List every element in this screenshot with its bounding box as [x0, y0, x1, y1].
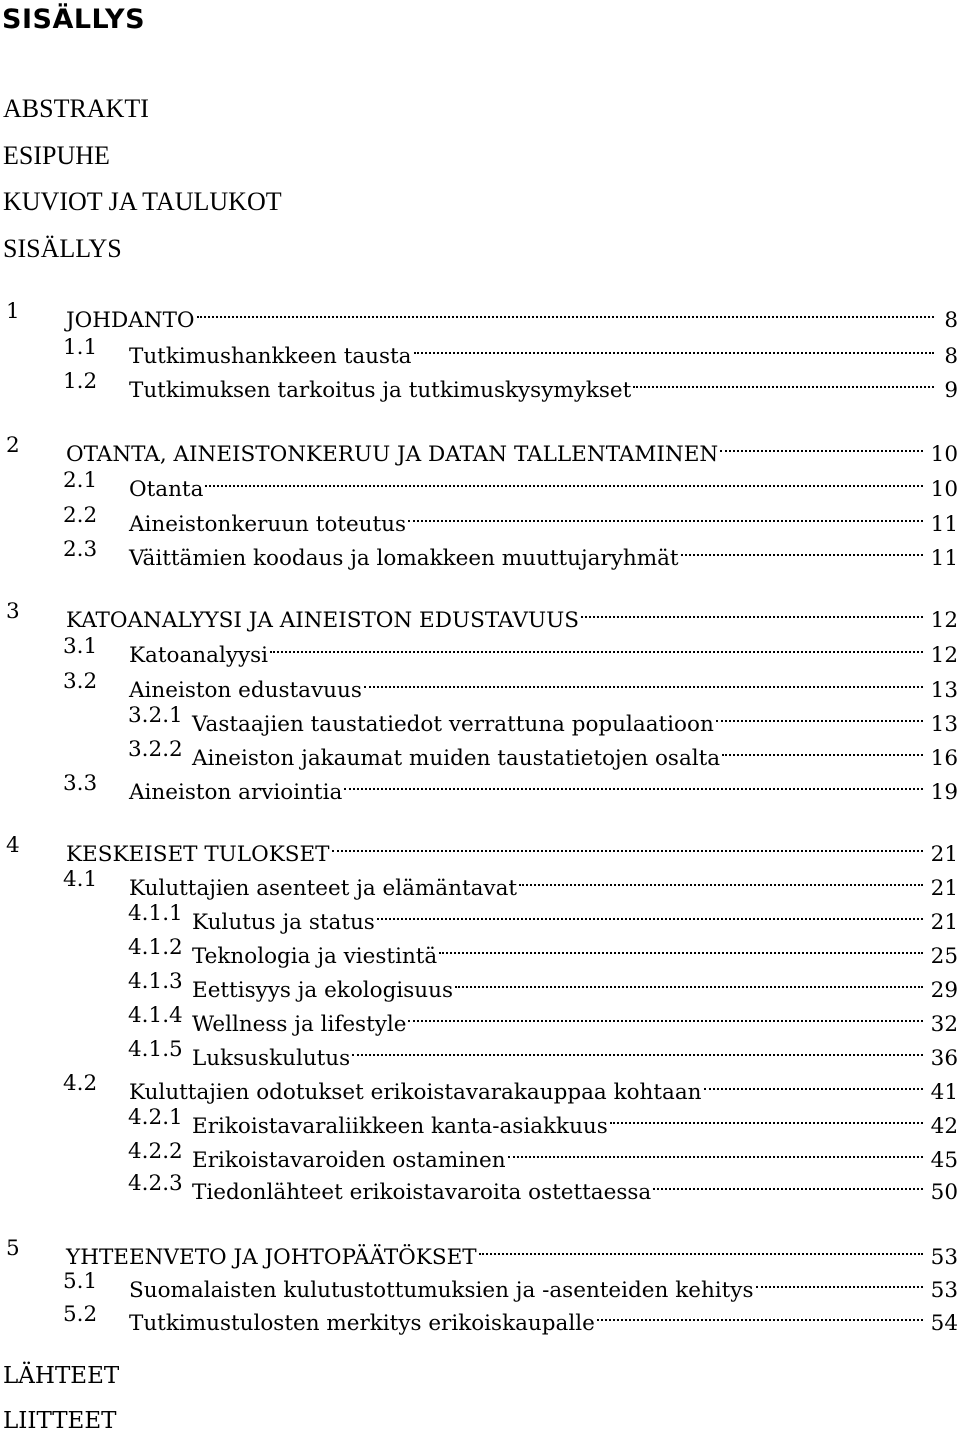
toc-entry-page-number: 10 [930, 477, 958, 502]
toc-entry-number: 3.3 [63, 771, 98, 796]
toc-entry-page-number: 25 [930, 944, 958, 969]
toc-dot-leader [681, 535, 923, 565]
toc-entry-title: Kulutus ja status [192, 908, 377, 938]
toc-dot-leader [653, 1169, 922, 1199]
toc-entry-title: Tutkimustulosten merkitys erikoiskaupalle [129, 1309, 597, 1339]
toc-entry-page-number: 29 [930, 978, 958, 1003]
toc-entry[interactable] [0, 899, 958, 935]
toc-entry-number: 3.2.1 [128, 703, 183, 728]
toc-dot-leader [581, 597, 923, 627]
toc-entry-title: Aineiston edustavuus [129, 676, 364, 706]
toc-entry-title: Väittämien koodaus ja lomakkeen muuttujaryhmät [129, 544, 681, 574]
toc-entry-title: Aineistonkeruun toteutus [129, 510, 408, 540]
toc-entry-page-number: 11 [930, 546, 958, 571]
toc-entry-number: 4.2.2 [128, 1139, 183, 1164]
toc-dot-leader [414, 333, 935, 363]
toc-entry-page-number: 45 [930, 1148, 958, 1173]
toc-dot-leader [439, 933, 922, 963]
page-title: SISÄLLYS [2, 4, 146, 35]
toc-dot-leader [455, 967, 923, 997]
toc-entry-title: OTANTA, AINEISTONKERUU JA DATAN TALLENTAMINEN [66, 440, 720, 470]
toc-entry-page-number: 42 [930, 1114, 958, 1139]
toc-entry-number: 4.2.3 [128, 1171, 183, 1196]
toc-entry-title: Suomalaisten kulutustottumuksien ja -asenteiden kehitys [129, 1276, 756, 1306]
toc-entry-page-number: 36 [930, 1046, 958, 1071]
toc-entry[interactable] [0, 1069, 958, 1105]
toc-entry-number: 5 [6, 1236, 20, 1261]
toc-dot-leader [270, 632, 923, 662]
toc-dot-leader [633, 367, 934, 397]
toc-entry-title: Wellness ja lifestyle [192, 1010, 408, 1040]
front-matter-esipuhe[interactable]: ESIPUHE [3, 141, 110, 170]
toc-dot-leader [716, 701, 923, 731]
toc-entry[interactable] [0, 501, 958, 537]
toc-entry-page-number: 12 [930, 643, 958, 668]
toc-entry-page-number: 19 [930, 780, 958, 805]
toc-entry-title: JOHDANTO [66, 306, 197, 336]
toc-dot-leader [197, 297, 934, 327]
toc-entry[interactable] [0, 967, 958, 1003]
toc-entry[interactable] [0, 1267, 958, 1303]
toc-entry[interactable] [0, 1169, 958, 1205]
toc-entry-page-number: 21 [930, 910, 958, 935]
toc-entry-title: Aineiston jakaumat muiden taustatietojen osalta [192, 744, 722, 774]
back-matter-lahteet[interactable]: LÄHTEET [3, 1363, 120, 1389]
toc-entry-number: 4.1.5 [128, 1037, 183, 1062]
toc-dot-leader [408, 1001, 922, 1031]
toc-entry-number: 4.2.1 [128, 1105, 183, 1130]
toc-entry-title: YHTEENVETO JA JOHTOPÄÄTÖKSET [66, 1243, 479, 1273]
toc-entry[interactable] [0, 865, 958, 901]
toc-entry-number: 4.2 [63, 1071, 98, 1096]
toc-entry-page-number: 16 [930, 746, 958, 771]
toc-entry[interactable] [0, 1103, 958, 1139]
toc-dot-leader [756, 1267, 923, 1297]
toc-entry-page-number: 9 [944, 378, 958, 403]
toc-entry-title: Erikoistavaroiden ostaminen [192, 1146, 508, 1176]
toc-entry-page-number: 50 [930, 1180, 958, 1205]
toc-entry-page-number: 54 [930, 1311, 958, 1336]
toc-dot-leader [408, 501, 923, 531]
toc-entry-title: Vastaajien taustatiedot verrattuna populaatioon [192, 710, 716, 740]
toc-dot-leader [352, 1035, 922, 1065]
toc-entry-page-number: 8 [944, 344, 958, 369]
toc-entry-page-number: 32 [930, 1012, 958, 1037]
toc-dot-leader [704, 1069, 923, 1099]
toc-entry[interactable] [0, 667, 958, 703]
toc-dot-leader [377, 899, 923, 929]
toc-entry-number: 2.1 [63, 468, 98, 493]
toc-entry-page-number: 53 [930, 1245, 958, 1270]
toc-entry[interactable] [0, 701, 958, 737]
toc-entry-number: 2 [6, 433, 20, 458]
toc-dot-leader [332, 831, 923, 861]
toc-entry-number: 5.2 [63, 1302, 98, 1327]
toc-entry-page-number: 21 [930, 842, 958, 867]
toc-entry-number: 2.3 [63, 537, 98, 562]
toc-entry-page-number: 12 [930, 608, 958, 633]
toc-entry[interactable] [0, 466, 958, 502]
toc-entry-number: 3.2 [63, 669, 98, 694]
toc-entry[interactable] [0, 597, 958, 633]
toc-entry-title: Aineiston arviointia [129, 778, 344, 808]
toc-entry-number: 4.1.1 [128, 901, 183, 926]
toc-entry-page-number: 11 [930, 512, 958, 537]
toc-entry-title: KESKEISET TULOKSET [66, 840, 332, 870]
toc-entry[interactable] [0, 831, 958, 867]
toc-entry[interactable] [0, 735, 958, 771]
toc-entry[interactable] [0, 1234, 958, 1270]
toc-entry-number: 4.1.2 [128, 935, 183, 960]
toc-entry[interactable] [0, 333, 958, 369]
toc-entry[interactable] [0, 1035, 958, 1071]
toc-entry-number: 4.1.4 [128, 1003, 183, 1028]
toc-dot-leader [722, 735, 923, 765]
toc-entry-title: Tutkimuksen tarkoitus ja tutkimuskysymykset [129, 376, 633, 406]
toc-entry-number: 3 [6, 599, 20, 624]
toc-entry-number: 4.1 [63, 867, 98, 892]
toc-dot-leader [344, 769, 922, 799]
toc-entry[interactable] [0, 1001, 958, 1037]
toc-entry[interactable] [0, 297, 958, 333]
toc-entry-page-number: 21 [930, 876, 958, 901]
toc-entry-number: 4.1.3 [128, 969, 183, 994]
toc-entry[interactable] [0, 535, 958, 571]
front-matter-sisallys[interactable]: SISÄLLYS [3, 234, 122, 263]
toc-dot-leader [720, 431, 922, 461]
toc-entry-page-number: 53 [930, 1278, 958, 1303]
toc-dot-leader [479, 1234, 923, 1264]
toc-dot-leader [519, 865, 923, 895]
toc-entry[interactable] [0, 632, 958, 668]
toc-entry-title: Otanta [129, 475, 205, 505]
toc-entry-number: 1 [6, 299, 20, 324]
toc-entry-page-number: 8 [944, 308, 958, 333]
toc-entry[interactable] [0, 1137, 958, 1173]
toc-entry-page-number: 41 [930, 1080, 958, 1105]
toc-entry[interactable] [0, 1300, 958, 1336]
toc-entry-number: 3.2.2 [128, 737, 183, 762]
toc-entry-number: 5.1 [63, 1269, 98, 1294]
toc-entry[interactable] [0, 933, 958, 969]
front-matter-kuviot-ja-taulukot[interactable]: KUVIOT JA TAULUKOT [3, 187, 282, 216]
toc-entry-title: Luksuskulutus [192, 1044, 352, 1074]
toc-entry-title: Kuluttajien odotukset erikoistavarakauppaa kohtaan [129, 1078, 704, 1108]
toc-entry-number: 1.2 [63, 369, 98, 394]
toc-dot-leader [205, 466, 922, 496]
toc-entry[interactable] [0, 367, 958, 403]
toc-entry-title: Eettisyys ja ekologisuus [192, 976, 455, 1006]
back-matter-liitteet[interactable]: LIITTEET [3, 1408, 117, 1434]
toc-dot-leader [597, 1300, 923, 1330]
toc-entry-title: Katoanalyysi [129, 641, 270, 671]
front-matter-abstrakti[interactable]: ABSTRAKTI [3, 94, 149, 123]
toc-dot-leader [364, 667, 923, 697]
toc-entry-title: Teknologia ja viestintä [192, 942, 439, 972]
toc-entry[interactable] [0, 769, 958, 805]
toc-entry-number: 4 [6, 833, 20, 858]
toc-entry[interactable] [0, 431, 958, 467]
toc-entry-page-number: 10 [930, 442, 958, 467]
toc-dot-leader [508, 1137, 923, 1167]
toc-entry-number: 3.1 [63, 634, 98, 659]
toc-entry-title: Kuluttajien asenteet ja elämäntavat [129, 874, 519, 904]
toc-entry-number: 2.2 [63, 503, 98, 528]
toc-entry-title: Tiedonlähteet erikoistavaroita ostettaessa [192, 1178, 653, 1208]
toc-entry-title: KATOANALYYSI JA AINEISTON EDUSTAVUUS [66, 606, 581, 636]
toc-entry-title: Erikoistavaraliikkeen kanta-asiakkuus [192, 1112, 610, 1142]
toc-dot-leader [610, 1103, 923, 1133]
toc-entry-title: Tutkimushankkeen tausta [129, 342, 414, 372]
toc-entry-number: 1.1 [63, 335, 98, 360]
toc-entry-page-number: 13 [930, 712, 958, 737]
toc-entry-page-number: 13 [930, 678, 958, 703]
